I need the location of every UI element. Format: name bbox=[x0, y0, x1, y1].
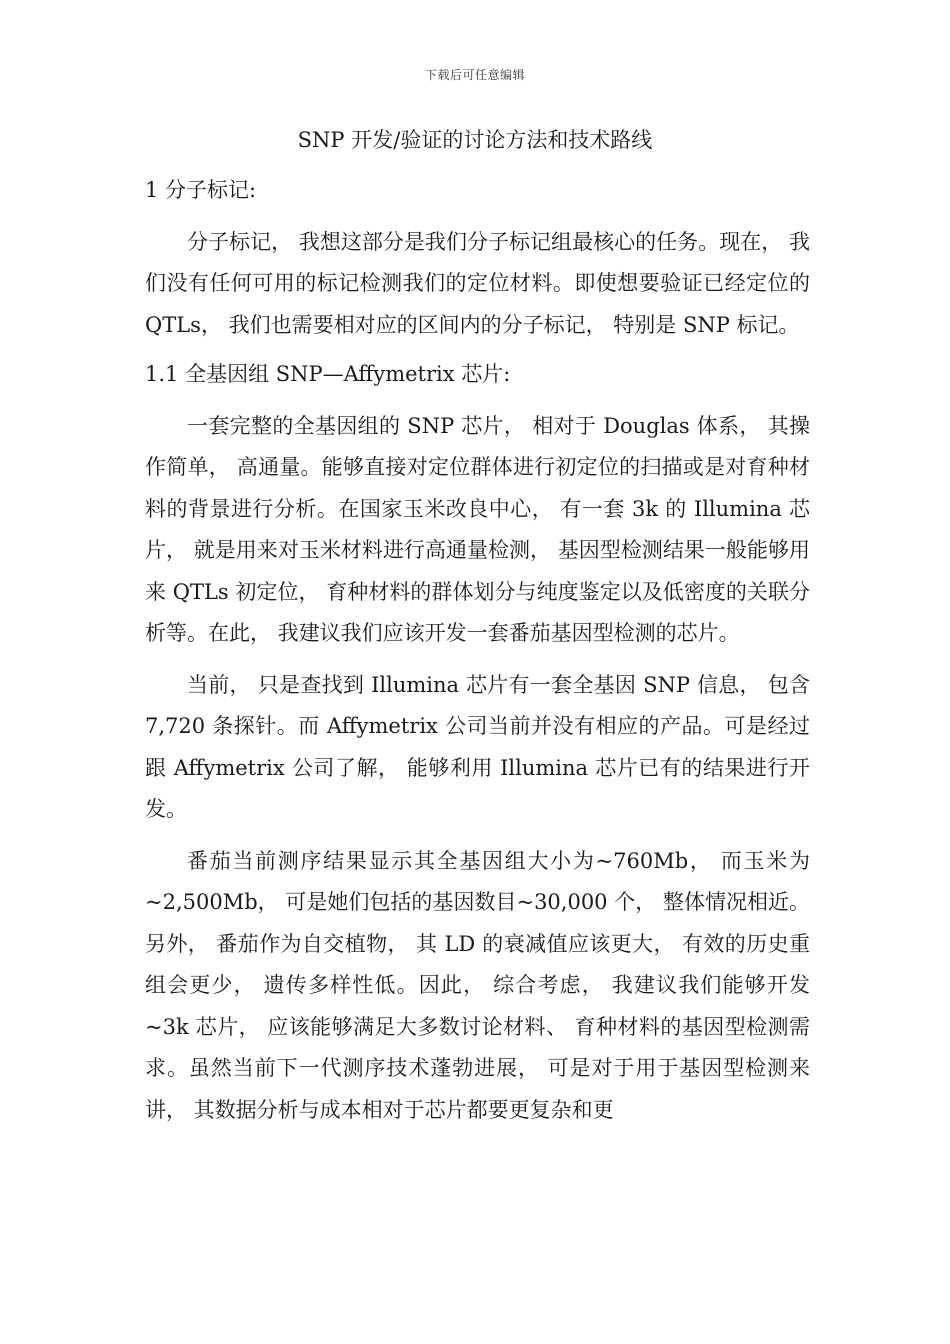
header-note: 下载后可任意编辑 bbox=[424, 68, 525, 82]
paragraph-snp-chip: 一套完整的全基因组的 SNP 芯片， 相对于 Douglas 体系， 其操作简单， 高通量。能够直接对定位群体进行初定位的扫描或是对育种材料的背景进行分析。在国家玉米改良中心， 有一套 3k 的 Illumina 芯片， 就是用来对玉米材料进行高通量检测， 基因型检测结果一般能够用来 QTLs 初定位， 育种材料的群体划分与纯度鉴定以及低密度的关联分析等。在此， 我建议我们应该开发一套番茄基因型检测的芯片。 bbox=[145, 413, 810, 645]
section-heading-1: 1 分子标记: bbox=[145, 178, 257, 202]
document-title: SNP 开发/验证的讨论方法和技术路线 bbox=[297, 128, 653, 152]
section-heading-1-1: 1.1 全基因组 SNP—Affymetrix 芯片: bbox=[145, 362, 511, 386]
paragraph-molecular-markers: 分子标记， 我想这部分是我们分子标记组最核心的任务。现在， 我们没有任何可用的标记检测我们的定位材料。即使想要验证已经定位的 QTLs， 我们也需要相对应的区间内的分子标记， 特别是 SNP 标记。 bbox=[145, 229, 810, 337]
paragraph-illumina-probes: 当前， 只是查找到 Illumina 芯片有一套全基因 SNP 信息， 包含 7,720 条探针。而 Affymetrix 公司当前并没有相应的产品。可是经过跟 Affymetrix 公司了解， 能够利用 Illumina 芯片已有的结果进行开发。 bbox=[145, 672, 810, 821]
document-body bbox=[145, 170, 810, 1131]
paragraph-tomato-genome: 番茄当前测序结果显示其全基因组大小为~760Mb， 而玉米为~2,500Mb， 可是她们包括的基因数目~30,000 个， 整体情况相近。另外， 番茄作为自交植物， 其 LD 的衰减值应该更大， 有效的历史重组会更少， 遗传多样性低。因此， 综合考虑， 我建议我们能够开发~3k 芯片， 应该能够满足大多数讨论材料、 育种材料的基因型检测需求。虽然当前下一代测序技术蓬勃进展， 可是对于用于基因型检测来讲， 其数据分析与成本相对于芯片都要更复杂和更 bbox=[145, 848, 810, 1122]
